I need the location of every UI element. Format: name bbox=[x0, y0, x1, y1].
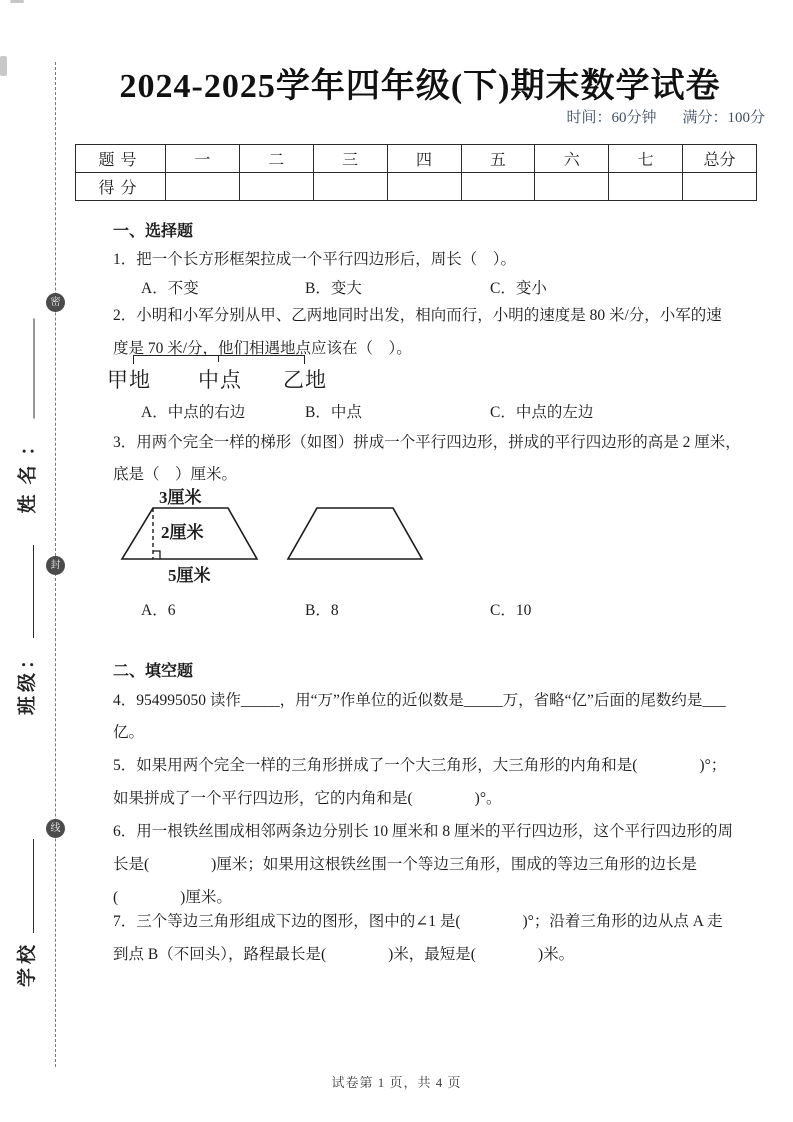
q3-option-b: B．8 bbox=[305, 602, 339, 619]
label-place-b: 乙地 bbox=[283, 368, 327, 392]
question-7-text-line1: 7．三个等边三角形组成下边的图形，图中的∠1 是( )°；沿着三角形的边从点 A 走 bbox=[113, 913, 723, 930]
right-angle-mark bbox=[153, 551, 160, 559]
score-cell bbox=[166, 173, 240, 201]
exam-meta bbox=[566, 106, 765, 127]
question-1-options bbox=[113, 276, 753, 298]
q3-option-c: C．10 bbox=[490, 602, 532, 619]
question-1-text: 1．把一个长方形框架拉成一个平行四边形后，周长（ ）。 bbox=[113, 251, 517, 268]
seal-badge-label: 线 bbox=[50, 823, 61, 834]
q2-option-b: B．中点 bbox=[305, 404, 362, 421]
question-3-text-line2: 底是（ ）厘米。 bbox=[113, 466, 238, 483]
question-3-text-line1: 3．用两个完全一样的梯形（如图）拼成一个平行四边形，拼成的平行四边形的高是 2 厘米， bbox=[113, 434, 741, 451]
time-label: 时间： bbox=[566, 110, 612, 126]
name-blank-line bbox=[33, 318, 35, 418]
section2-title: 二、填空题 bbox=[113, 663, 194, 680]
question-6-text-line1: 6．用一根铁丝围成相邻两条边分别长 10 厘米和 8 厘米的平行四边形，这个平行四边形的周 bbox=[113, 823, 734, 840]
col-1: 一 bbox=[166, 145, 240, 173]
seal-badge-feng bbox=[46, 556, 65, 575]
school-blank-line bbox=[32, 839, 34, 933]
question-4-text-line2: 亿。 bbox=[113, 724, 145, 741]
question-6-text-line2: 长是( )厘米；如果用这根铁丝围一个等边三角形，围成的等边三角形的边长是 bbox=[113, 856, 697, 873]
student-school-field bbox=[12, 835, 38, 987]
student-class-field bbox=[12, 545, 38, 715]
q1-option-b: B．变大 bbox=[305, 280, 362, 297]
height-label: 2厘米 bbox=[161, 523, 204, 542]
top-side-label: 3厘米 bbox=[159, 488, 202, 507]
question-6-text-line3: ( )厘米。 bbox=[113, 889, 232, 906]
question-3-options bbox=[113, 598, 753, 620]
seal-badge-label: 密 bbox=[50, 297, 61, 308]
col-7: 七 bbox=[609, 145, 683, 173]
question-2-text-line1: 2．小明和小军分别从甲、乙两地同时出发，相向而行，小明的速度是 80 米/分，小军的速 bbox=[113, 307, 722, 324]
seal-badge-mi bbox=[46, 293, 65, 312]
question-number-header: 题号 bbox=[76, 145, 166, 173]
q1-option-a: A．不变 bbox=[141, 280, 199, 297]
score-row-label: 得分 bbox=[76, 173, 166, 201]
score-cell bbox=[683, 173, 757, 201]
label-midpoint: 中点 bbox=[198, 368, 242, 392]
scan-artifact bbox=[10, 0, 24, 3]
q2-segment-diagram bbox=[105, 348, 345, 398]
fullscore-value: 100分 bbox=[727, 110, 765, 126]
fullscore-label: 满分： bbox=[682, 110, 728, 126]
question-2-options bbox=[113, 400, 753, 422]
class-blank-line bbox=[32, 545, 34, 638]
score-table bbox=[75, 144, 757, 201]
label-place-a: 甲地 bbox=[107, 368, 151, 392]
seal-badge-label: 封 bbox=[50, 560, 61, 571]
score-cell bbox=[313, 173, 387, 201]
time-value: 60分钟 bbox=[611, 110, 657, 126]
q1-option-c: C．变小 bbox=[490, 280, 547, 297]
school-label: 学校 bbox=[17, 940, 38, 987]
scan-artifact bbox=[0, 56, 7, 76]
score-cell bbox=[535, 173, 609, 201]
question-7-text-line2: 到点 B（不回头），路程最长是( )米，最短是( )米。 bbox=[113, 946, 575, 963]
q2-option-c: C．中点的左边 bbox=[490, 404, 594, 421]
bottom-side-label: 5厘米 bbox=[168, 566, 211, 585]
question-5-text-line1: 5．如果用两个完全一样的三角形拼成了一个大三角形，大三角形的内角和是( )°； bbox=[113, 757, 727, 774]
page-title: 2024-2025学年四年级(下)期末数学试卷 bbox=[119, 68, 721, 105]
score-cell bbox=[239, 173, 313, 201]
page-footer: 试卷第 1 页，共 4 页 bbox=[331, 1075, 462, 1090]
score-table-score-row bbox=[76, 173, 757, 201]
section1-title: 一、选择题 bbox=[113, 223, 194, 240]
score-table-header-row bbox=[76, 145, 757, 173]
student-name-field bbox=[13, 279, 39, 514]
col-5: 五 bbox=[461, 145, 535, 173]
col-6: 六 bbox=[535, 145, 609, 173]
question-5-text-line2: 如果拼成了一个平行四边形，它的内角和是( )°。 bbox=[113, 790, 502, 807]
question-2-text-line2: 度是 70 米/分，他们相遇地点应该在（ ）。 bbox=[113, 340, 412, 357]
q2-option-a: A．中点的右边 bbox=[141, 404, 246, 421]
col-2: 二 bbox=[239, 145, 313, 173]
segment-tick-left bbox=[133, 355, 134, 364]
col-4: 四 bbox=[387, 145, 461, 173]
col-total: 总分 bbox=[683, 145, 757, 173]
question-4-text-line1: 4．954995050 读作_____，用“万”作单位的近似数是_____万，省略“亿”后面的尾数约是___ bbox=[113, 692, 726, 709]
score-cell bbox=[609, 173, 683, 201]
col-3: 三 bbox=[313, 145, 387, 173]
trapezoid-right bbox=[288, 508, 422, 559]
q3-option-a: A．6 bbox=[141, 602, 176, 619]
class-label: 班级： bbox=[17, 645, 38, 715]
name-label: 姓名： bbox=[17, 426, 39, 514]
score-cell bbox=[461, 173, 535, 201]
score-cell bbox=[387, 173, 461, 201]
segment-tick-middle bbox=[218, 355, 219, 362]
q3-trapezoid-figure bbox=[115, 486, 435, 590]
segment-line bbox=[133, 355, 305, 356]
seal-badge-xian bbox=[46, 819, 65, 838]
segment-tick-right bbox=[304, 355, 305, 364]
